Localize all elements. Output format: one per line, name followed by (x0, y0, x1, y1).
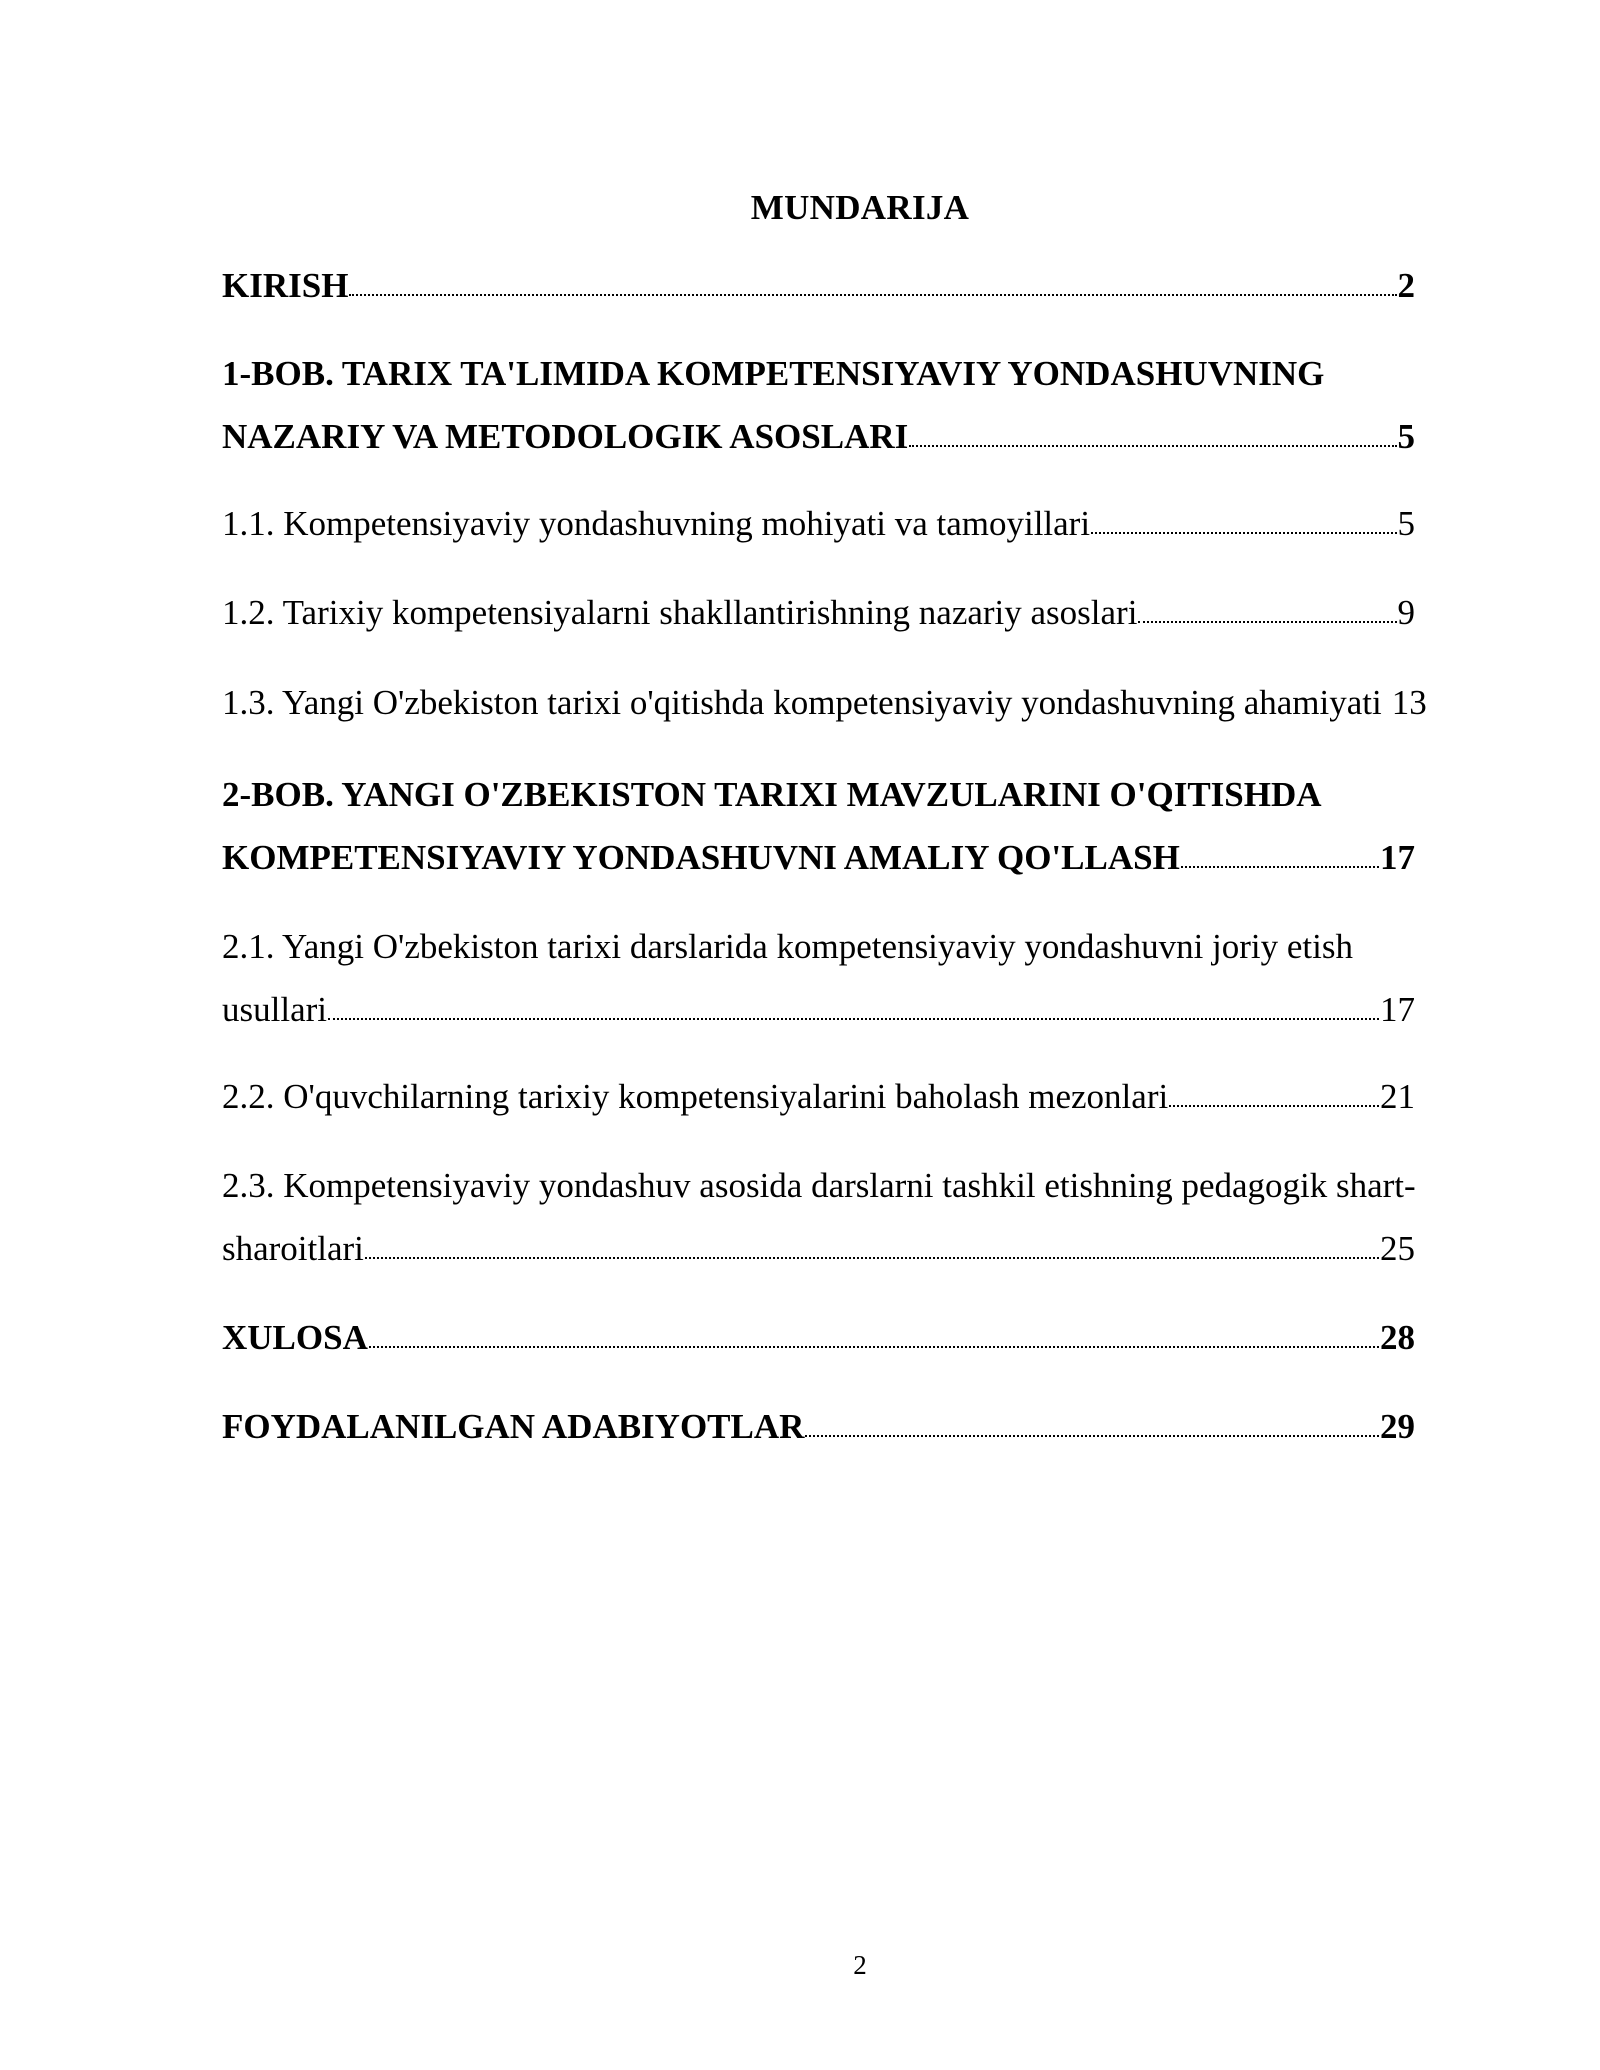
toc-entry-label: NAZARIY VA METODOLOGIK ASOSLARI (222, 417, 909, 456)
dot-leader (1169, 1104, 1379, 1107)
dot-leader (349, 293, 1396, 296)
toc-entry-label: KIRISH (222, 266, 349, 305)
toc-entry-page: 25 (1380, 1229, 1415, 1268)
toc-entry-references[interactable] (222, 1395, 1415, 1458)
toc-entry-xulosa[interactable] (222, 1306, 1415, 1369)
toc-entry-chapter-1[interactable] (222, 342, 1415, 468)
dot-leader (369, 1345, 1379, 1348)
dot-leader (328, 1017, 1379, 1020)
toc-entry-section-2-3[interactable] (222, 1154, 1415, 1280)
dot-leader (909, 444, 1396, 447)
toc-entry-page: 29 (1380, 1407, 1415, 1446)
toc-entry-page: 28 (1380, 1318, 1415, 1357)
dot-leader (365, 1256, 1379, 1259)
toc-entry-page: 9 (1397, 593, 1415, 632)
toc-entry-label: 2.2. O'quvchilarning tarixiy kompetensiyalarini baholash mezonlari (222, 1077, 1169, 1116)
toc-entry-label: sharoitlari (222, 1229, 364, 1268)
toc-entry-section-1-1[interactable] (222, 492, 1415, 555)
toc-entry-section-2-1[interactable] (222, 915, 1415, 1041)
toc-entry-page: 21 (1380, 1077, 1415, 1116)
toc-title: MUNDARIJA (750, 188, 970, 227)
toc-entry-page: 2 (1397, 266, 1415, 305)
toc-entry-kirish[interactable] (222, 254, 1415, 317)
toc-entry-section-1-3[interactable] (222, 671, 1522, 734)
dot-leader (1181, 865, 1379, 868)
toc-entry-page: 17 (1380, 838, 1415, 877)
toc-entry-section-1-2[interactable] (222, 581, 1415, 644)
toc-entry-label-line-1: 2.3. Kompetensiyaviy yondashuv asosida darslarni tashkil etishning pedagogik shart- (222, 1166, 1416, 1205)
toc-entry-label: 1.3. Yangi O'zbekiston tarixi o'qitishda kompetensiyaviy yondashuvning ahamiyati (222, 683, 1382, 722)
page-number: 2 (853, 1950, 867, 1980)
dot-leader (805, 1434, 1379, 1437)
toc-entry-label-line-1: 2-BOB. YANGI O'ZBEKISTON TARIXI MAVZULARINI O'QITISHDA (222, 775, 1322, 814)
dot-leader (1091, 531, 1396, 534)
toc-entry-page: 5 (1397, 504, 1415, 543)
toc-entry-label: KOMPETENSIYAVIY YONDASHUVNI AMALIY QO'LLASH (222, 838, 1180, 877)
toc-entry-label: usullari (222, 990, 327, 1029)
toc-entry-page: 13 (1391, 683, 1427, 722)
toc-entry-label-line-1: 1-BOB. TARIX TA'LIMIDA KOMPETENSIYAVIY YONDASHUVNING (222, 354, 1325, 393)
toc-entry-section-2-2[interactable] (222, 1065, 1415, 1128)
toc-entry-label: XULOSA (222, 1318, 368, 1357)
toc-entry-page: 17 (1380, 990, 1415, 1029)
toc-entry-page: 5 (1397, 417, 1415, 456)
toc-entry-label: 1.2. Tarixiy kompetensiyalarni shakllantirishning nazariy asoslari (222, 593, 1138, 632)
toc-entry-label: 1.1. Kompetensiyaviy yondashuvning mohiyati va tamoyillari (222, 504, 1091, 543)
toc-entry-label: FOYDALANILGAN ADABIYOTLAR (222, 1407, 805, 1446)
toc-entry-chapter-2[interactable] (222, 763, 1415, 889)
dot-leader (1138, 620, 1396, 623)
toc-entry-label-line-1: 2.1. Yangi O'zbekiston tarixi darslarida kompetensiyaviy yondashuvni joriy etish (222, 927, 1354, 966)
